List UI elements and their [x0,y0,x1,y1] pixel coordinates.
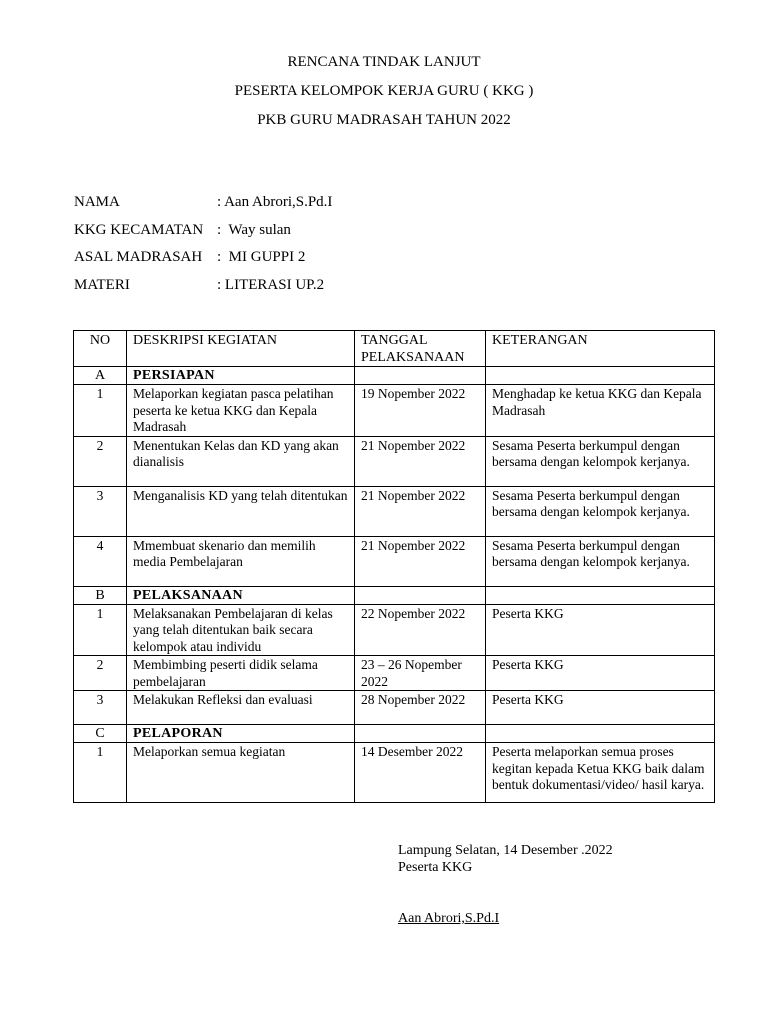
cell-keterangan: Peserta KKG [486,691,715,725]
section-code: C [74,725,127,743]
cell-deskripsi: Membimbing peserti didik selama pembelajaran [127,656,355,691]
cell-keterangan: Menghadap ke ketua KKG dan Kepala Madrasah [486,385,715,437]
section-code: A [74,367,127,385]
empty-cell [355,725,486,743]
cell-tanggal: 21 Nopember 2022 [355,436,486,486]
signature-place-date: Lampung Selatan, 14 Desember .2022 [398,843,613,858]
cell-deskripsi: Menganalisis KD yang telah ditentukan [127,486,355,536]
participant-info [74,189,332,299]
cell-tanggal: 21 Nopember 2022 [355,536,486,586]
cell-tanggal: 19 Nopember 2022 [355,385,486,437]
section-label: PELAPORAN [127,725,355,743]
info-label: MATERI [74,276,130,293]
header-deskripsi: DESKRIPSI KEGIATAN [127,331,355,367]
info-label: KKG KECAMATAN [74,221,204,238]
info-value: : Aan Abrori,S.Pd.I [217,194,333,210]
section-row [74,725,715,743]
info-value: : Way sulan [217,221,291,238]
cell-tanggal: 23 – 26 Nopember 2022 [355,656,486,691]
cell-keterangan: Sesama Peserta berkumpul dengan bersama dengan kelompok kerjanya. [486,536,715,586]
empty-cell [486,367,715,385]
empty-cell [355,367,486,385]
document-subtitle-year: PKB GURU MADRASAH TAHUN 2022 [257,112,511,128]
document-title-block [0,48,768,135]
cell-no: 3 [74,691,127,725]
cell-tanggal: 21 Nopember 2022 [355,486,486,536]
info-row-madrasah [74,244,332,272]
info-label: NAMA [74,194,120,210]
document-subtitle: PESERTA KELOMPOK KERJA GURU ( KKG ) [234,83,534,99]
cell-tanggal: 14 Desember 2022 [355,743,486,803]
table-row [74,604,715,656]
table-header-row [74,331,715,367]
empty-cell [355,586,486,604]
cell-deskripsi: Melaporkan semua kegiatan [127,743,355,803]
empty-cell [486,586,715,604]
table-row [74,436,715,486]
signature-role: Peserta KKG [398,860,473,875]
table-row [74,656,715,691]
cell-no: 3 [74,486,127,536]
table-body [74,367,715,803]
cell-deskripsi: Mmembuat skenario dan memilih media Pembelajaran [127,536,355,586]
section-label: PERSIAPAN [127,367,355,385]
signature-name: Aan Abrori,S.Pd.I [398,911,500,926]
cell-keterangan: Peserta KKG [486,656,715,691]
section-code: B [74,586,127,604]
cell-keterangan: Peserta melaporkan semua proses kegitan kepada Ketua KKG baik dalam bentuk dokumentasi/video/ hasil karya. [486,743,715,803]
table-row [74,536,715,586]
cell-deskripsi: Melaporkan kegiatan pasca pelatihan peserta ke ketua KKG dan Kepala Madrasah [127,385,355,437]
cell-keterangan: Sesama Peserta berkumpul dengan bersama dengan kelompok kerjanya. [486,436,715,486]
activity-table [73,330,715,803]
cell-no: 2 [74,656,127,691]
document-title: RENCANA TINDAK LANJUT [287,54,481,70]
table-row [74,385,715,437]
table-row [74,486,715,536]
signature-block [398,842,613,927]
cell-keterangan: Peserta KKG [486,604,715,656]
cell-deskripsi: Menentukan Kelas dan KD yang akan dianalisis [127,436,355,486]
cell-keterangan: Sesama Peserta berkumpul dengan bersama dengan kelompok kerjanya. [486,486,715,536]
header-tanggal: TANGGAL PELAKSANAAN [355,331,486,367]
empty-cell [486,725,715,743]
cell-no: 1 [74,385,127,437]
header-keterangan: KETERANGAN [486,331,715,367]
cell-deskripsi: Melaksanakan Pembelajaran di kelas yang telah ditentukan baik secara kelompok atau individu [127,604,355,656]
info-value: : LITERASI UP.2 [217,276,325,293]
cell-tanggal: 28 Nopember 2022 [355,691,486,725]
header-no: NO [74,331,127,367]
cell-no: 1 [74,743,127,803]
table-row [74,743,715,803]
section-row [74,367,715,385]
cell-no: 2 [74,436,127,486]
info-label: ASAL MADRASAH [74,249,203,265]
cell-no: 4 [74,536,127,586]
info-row-materi [74,272,332,300]
cell-no: 1 [74,604,127,656]
cell-deskripsi: Melakukan Refleksi dan evaluasi [127,691,355,725]
section-row [74,586,715,604]
info-value: : MI GUPPI 2 [217,249,306,265]
section-label: PELAKSANAAN [127,586,355,604]
info-row-kecamatan [74,217,332,245]
info-row-nama [74,189,332,217]
cell-tanggal: 22 Nopember 2022 [355,604,486,656]
table-row [74,691,715,725]
